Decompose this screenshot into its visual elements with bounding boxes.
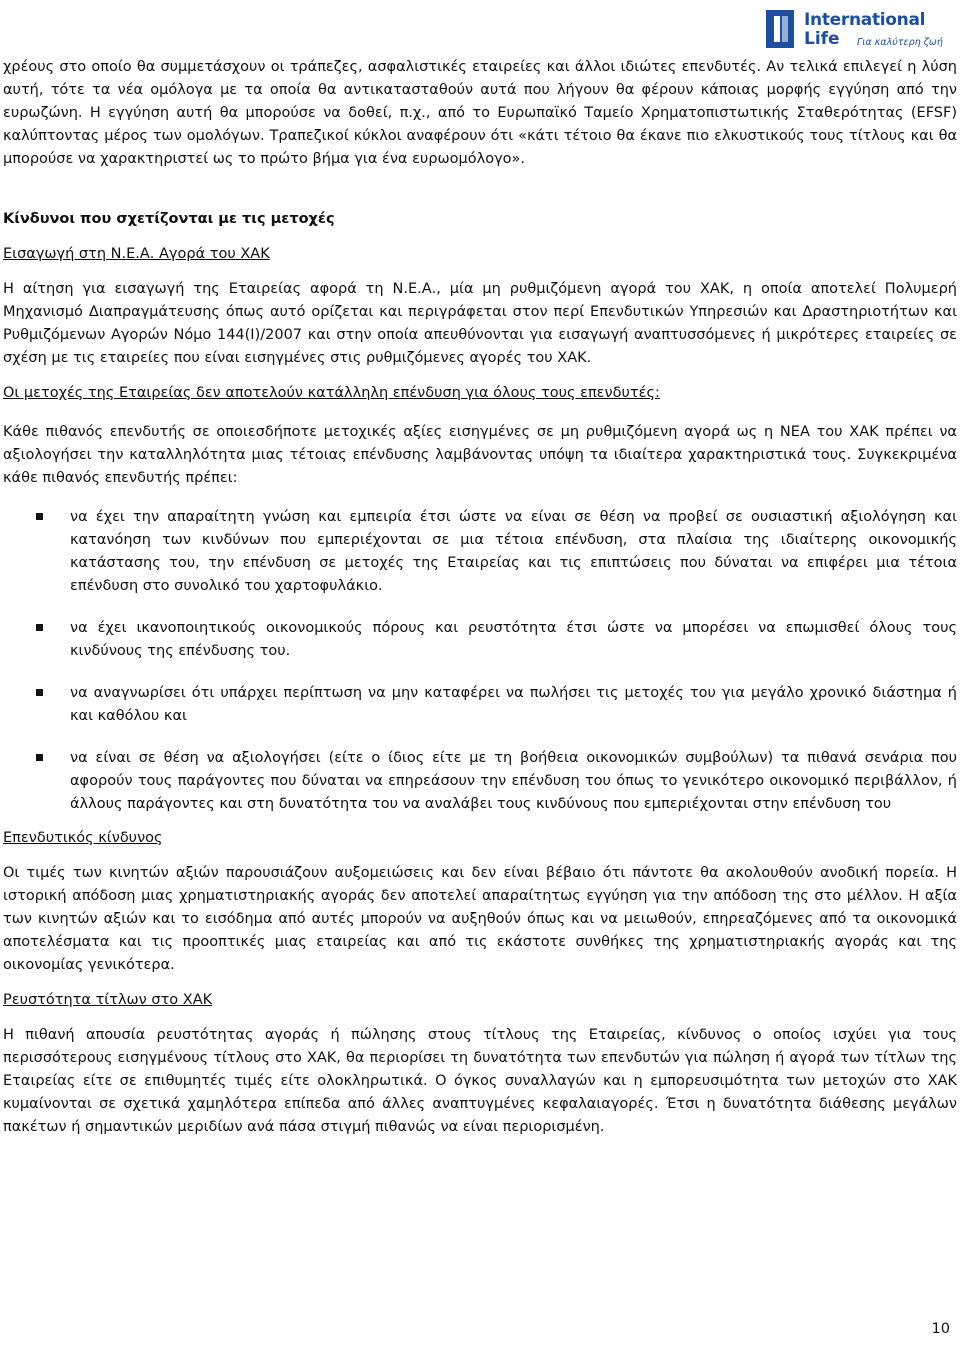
requirements-list [3,506,957,816]
list-item: να έχει ικανοποιητικούς οικονομικούς πόρους και ρευστότητα έτσι ώστε να μπορέσει να επωμισθεί όλους τους κινδύνους της επένδυσης του. [3,617,957,663]
logo-emblem-icon [764,8,798,50]
suitability-paragraph: Κάθε πιθανός επενδυτής σε οποιεσδήποτε μετοχικές αξίες εισηγμένες σε μη ρυθμιζόμενη αγορά ως η ΝΕΑ του ΧΑΚ πρέπει να αξιολογήσει την καταλληλότητα μιας τέτοιας επένδυσης λαμβάνοντας υπόψη τα ιδιαίτερα χαρακτηριστικά τους. Συγκεκριμένα κάθε πιθανός επενδυτής πρέπει: [3,424,957,486]
subheading-liquidity: Ρευστότητα τίτλων στο ΧΑΚ [3,992,213,1008]
intro-paragraph: χρέους στο οποίο θα συμμετάσχουν οι τράπεζες, ασφαλιστικές εταιρείες και άλλοι ιδιώτες επενδυτές. Αν τελικά επιλεγεί η λύση αυτή, τότε τα νέα ομόλογα με τα οποία θα αντικατασταθούν αυτά που λήγουν θα φέρουν κάποιας μορφής εγγύηση από την ευρωζώνη. Η εγγύηση αυτή θα μπορούσε να δοθεί, π.χ., από το Ευρωπαϊκό Ταμείο Χρηματοπιστωτικής Σταθερότητας (EFSF) καλύπτοντας μέρος των ομολόγων. Τραπεζικοί κύκλοι αναφέρουν ότι «κάτι τέτοιο θα έκανε πιο ελκυστικούς τους τίτλους και θα μπορούσε να χαρακτηριστεί ως το πρώτο βήμα για ένα ευρωομόλογο». [3,59,957,167]
square-bullet-icon [36,513,43,520]
logo-line-2: Life [804,29,840,49]
subheading-entry: Εισαγωγή στη Ν.Ε.Α. Αγορά του ΧΑΚ [3,246,270,262]
square-bullet-icon [36,689,43,696]
liquidity-paragraph: Η πιθανή απουσία ρευστότητας αγοράς ή πώλησης στους τίτλους της Εταιρείας, κίνδυνος ο οποίος ισχύει για τους περισσότερους εισηγμένους τίτλους στο ΧΑΚ, θα περιορίσει τη δυνατότητα των επενδυτών για πώληση ή αγορά των τίτλων της Εταιρείας είτε σε επιθυμητές τιμές είτε ολοκληρωτικά. Ο όγκος συναλλαγών και η εμπορευσιμότητα των μετοχών στο ΧΑΚ κυμαίνονται σε σχετικά χαμηλότερα επίπεδα από άλλες αναπτυγμένες κεφαλαιαγορές. Έτσι η δυνατότητα διάθεσης μεγάλων πακέτων ή σημαντικών μεριδίων ανά πάσα στιγμή πιθανώς να είναι περιορισμένη. [3,1027,957,1135]
document-body [3,56,957,1139]
logo-line-1: International [804,10,926,30]
square-bullet-icon [36,754,43,761]
page-number: 10 [931,1321,950,1337]
list-item: να έχει την απαραίτητη γνώση και εμπειρία έτσι ώστε να είναι σε θέση να προβεί σε ουσιαστική αξιολόγηση και κατανόηση των κινδύνων που εμπεριέχονται σε μια τέτοια επένδυση, στα πλαίσια της ιδιαίτερης οικονομικής κατάστασης του, την επένδυση σε μετοχές της Εταιρείας και τις επιπτώσεις που δύναται να επιφέρει μια τέτοια επένδυση στο συνολικό του χαρτοφυλάκιο. [3,506,957,598]
list-item: να είναι σε θέση να αξιολογήσει (είτε ο ίδιος είτε με τη βοήθεια οικονομικών συμβούλων) τα πιθανά σενάρια που αφορούν τους παράγοντες που δύναται να επηρεάσουν την επένδυση του όπως το γενικότερο οικονομικό περιβάλλον, ή άλλους παράγοντες και στη δυνατότητα του να αναλάβει τους κινδύνους που εμπεριέχονται στην επένδυση του [3,747,957,816]
investment-risk-paragraph: Οι τιμές των κινητών αξιών παρουσιάζουν αυξομειώσεις και δεν είναι βέβαιο ότι πάντοτε θα ακολουθούν ανοδική πορεία. Η ιστορική απόδοση μιας χρηματιστηριακής αγοράς δεν αποτελεί απαραίτητως εγγύηση για την απόδοση της στο μέλλον. Η αξία των κινητών αξιών και το εισόδημα από αυτές μπορούν να αυξηθούν όπως και να μειωθούν, επηρεαζόμενες από τα οικονομικά αποτελέσματα και τις προοπτικές μιας εταιρείας και από τις εκάστοτε συνθήκες της χρηματιστηριακής αγοράς και της οικονομίας γενικότερα. [3,865,957,973]
list-item: να αναγνωρίσει ότι υπάρχει περίπτωση να μην καταφέρει να πωλήσει τις μετοχές του για μεγάλο χρονικό διάστημα ή και καθόλου και [3,682,957,728]
subheading-investment-risk: Επενδυτικός κίνδυνος [3,830,163,846]
company-logo [764,8,942,52]
subheading-suitability: Οι μετοχές της Εταιρείας δεν αποτελούν κατάλληλη επένδυση για όλους τους επενδυτές: [3,385,660,401]
section-heading: Κίνδυνοι που σχετίζονται με τις μετοχές [3,211,335,227]
square-bullet-icon [36,624,43,631]
logo-tagline: Για καλύτερη ζωή [857,37,943,48]
entry-paragraph: Η αίτηση για εισαγωγή της Εταιρείας αφορά τη Ν.Ε.Α., μία μη ρυθμιζόμενη αγορά του ΧΑΚ, η οποία αποτελεί Πολυμερή Μηχανισμό Διαπραγμάτευσης όπως αυτό ορίζεται και περιγράφεται στον περί Επενδυτικών Υπηρεσιών και Δραστηριοτήτων και Ρυθμιζόμενων Αγορών Νόμο 144(Ι)/2007 και στην οποία απευθύνονται για εισαγωγή αναπτυσσόμενες ή μικρότερες εταιρείες σε σχέση με τις εταιρείες που είναι εισηγμένες στις ρυθμιζόμενες αγορές του ΧΑΚ. [3,281,957,366]
